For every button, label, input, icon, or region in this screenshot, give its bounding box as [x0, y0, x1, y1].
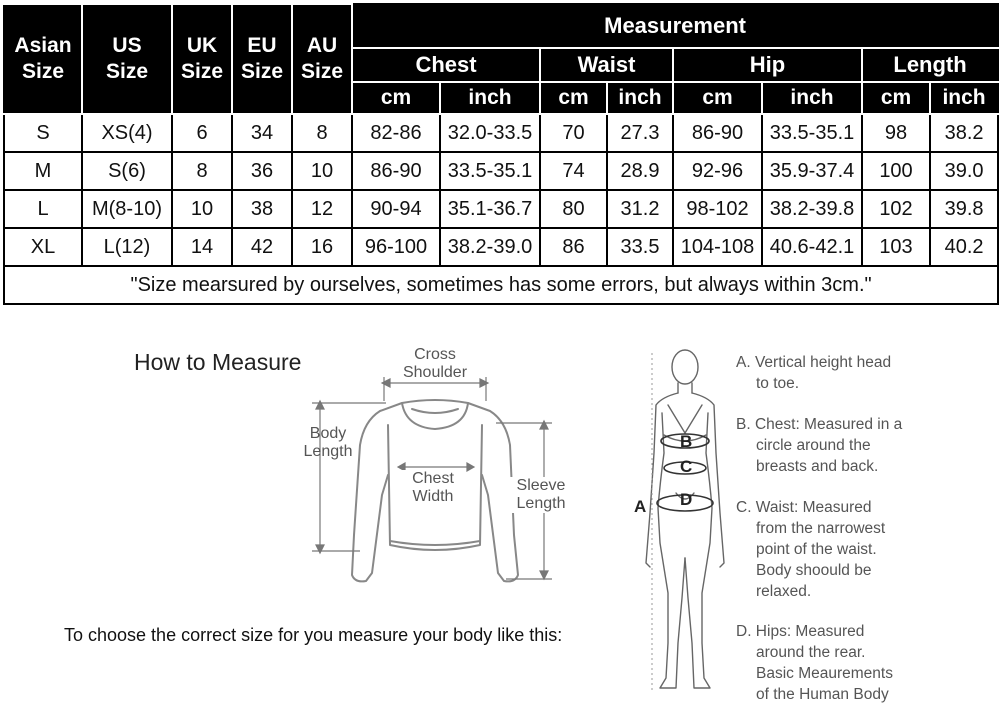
legend-item-c: C. Waist: Measured from the narrowest point of the waist. Body shoould be relaxed. [736, 499, 886, 600]
legend-item-b: B. Chest: Measured in a circle around the breasts and back. [736, 416, 903, 475]
body-figure-diagram [640, 343, 730, 703]
table-cell: 96-100 [352, 228, 440, 266]
table-cell: 8 [292, 114, 352, 152]
table-cell: XL [4, 228, 82, 266]
table-cell: 74 [540, 152, 607, 190]
header-unit: inch [762, 82, 862, 114]
header-hip: Hip [673, 48, 862, 82]
table-cell: 33.5-35.1 [440, 152, 540, 190]
header-chest: Chest [352, 48, 540, 82]
table-cell: 92-96 [673, 152, 762, 190]
table-cell: 27.3 [607, 114, 673, 152]
table-cell: L(12) [82, 228, 172, 266]
table-cell: 36 [232, 152, 292, 190]
table-cell: 90-94 [352, 190, 440, 228]
table-cell: 35.9-37.4 [762, 152, 862, 190]
table-cell: 98 [862, 114, 930, 152]
table-cell: 6 [172, 114, 232, 152]
table-cell: M(8-10) [82, 190, 172, 228]
chest-width-label: Chest Width [400, 470, 466, 506]
table-cell: 39.8 [930, 190, 998, 228]
table-cell: 12 [292, 190, 352, 228]
sleeve-length-label: Sleeve Length [508, 477, 574, 513]
table-cell: 28.9 [607, 152, 673, 190]
header-length: Length [862, 48, 998, 82]
table-cell: 40.6-42.1 [762, 228, 862, 266]
table-cell: 10 [172, 190, 232, 228]
table-cell: 39.0 [930, 152, 998, 190]
header-asian-size: Asian Size [4, 4, 82, 114]
table-cell: 38.2-39.8 [762, 190, 862, 228]
header-unit: cm [352, 82, 440, 114]
table-cell: 10 [292, 152, 352, 190]
table-cell: 38.2-39.0 [440, 228, 540, 266]
table-cell: S [4, 114, 82, 152]
body-letter-b: B [680, 432, 693, 451]
body-letter-d: D [680, 490, 693, 509]
table-cell: 40.2 [930, 228, 998, 266]
cross-shoulder-label: Cross Shoulder [402, 346, 468, 381]
body-length-label: Body Length [303, 425, 353, 460]
table-cell: 100 [862, 152, 930, 190]
header-measurement: Measurement [352, 4, 998, 48]
header-waist: Waist [540, 48, 673, 82]
table-cell: 86 [540, 228, 607, 266]
table-body [4, 114, 998, 266]
legend-item-d: D. Hips: Measured around the rear. Basic Meaurements of the Human Body [736, 623, 893, 703]
table-cell: 33.5 [607, 228, 673, 266]
header-unit: inch [930, 82, 998, 114]
table-cell: 82-86 [352, 114, 440, 152]
table-cell: 34 [232, 114, 292, 152]
table-row [4, 228, 998, 266]
body-letter-a: A [634, 497, 647, 516]
size-chart-table [3, 3, 999, 305]
table-cell: XS(4) [82, 114, 172, 152]
table-cell: 103 [862, 228, 930, 266]
table-row [4, 190, 998, 228]
table-cell: 104-108 [673, 228, 762, 266]
header-eu-size: EU Size [232, 4, 292, 114]
size-note: "Size mearsured by ourselves, sometimes has some errors, but always within 3cm." [4, 266, 998, 304]
table-cell: 98-102 [673, 190, 762, 228]
table-cell: 42 [232, 228, 292, 266]
choose-size-instruction: To choose the correct size for you measure your body like this: [64, 625, 563, 645]
body-letter-c: C [680, 457, 693, 476]
table-cell: 80 [540, 190, 607, 228]
table-cell: 86-90 [673, 114, 762, 152]
table-cell: 102 [862, 190, 930, 228]
table-cell: 16 [292, 228, 352, 266]
table-cell: L [4, 190, 82, 228]
table-cell: 33.5-35.1 [762, 114, 862, 152]
table-cell: 14 [172, 228, 232, 266]
table-cell: 32.0-33.5 [440, 114, 540, 152]
how-to-measure-title: How to Measure [134, 349, 302, 375]
header-unit: cm [540, 82, 607, 114]
table-cell: M [4, 152, 82, 190]
table-row [4, 114, 998, 152]
table-cell: 38 [232, 190, 292, 228]
header-unit: cm [673, 82, 762, 114]
table-cell: S(6) [82, 152, 172, 190]
table-row [4, 152, 998, 190]
table-cell: 35.1-36.7 [440, 190, 540, 228]
table-cell: 8 [172, 152, 232, 190]
legend-item-a: A. Vertical height head to toe. [736, 354, 892, 392]
header-unit: inch [440, 82, 540, 114]
table-cell: 86-90 [352, 152, 440, 190]
table-cell: 31.2 [607, 190, 673, 228]
header-us-size: US Size [82, 4, 172, 114]
table-cell: 70 [540, 114, 607, 152]
header-unit: inch [607, 82, 673, 114]
header-au-size: AU Size [292, 4, 352, 114]
header-unit: cm [862, 82, 930, 114]
table-cell: 38.2 [930, 114, 998, 152]
header-uk-size: UK Size [172, 4, 232, 114]
